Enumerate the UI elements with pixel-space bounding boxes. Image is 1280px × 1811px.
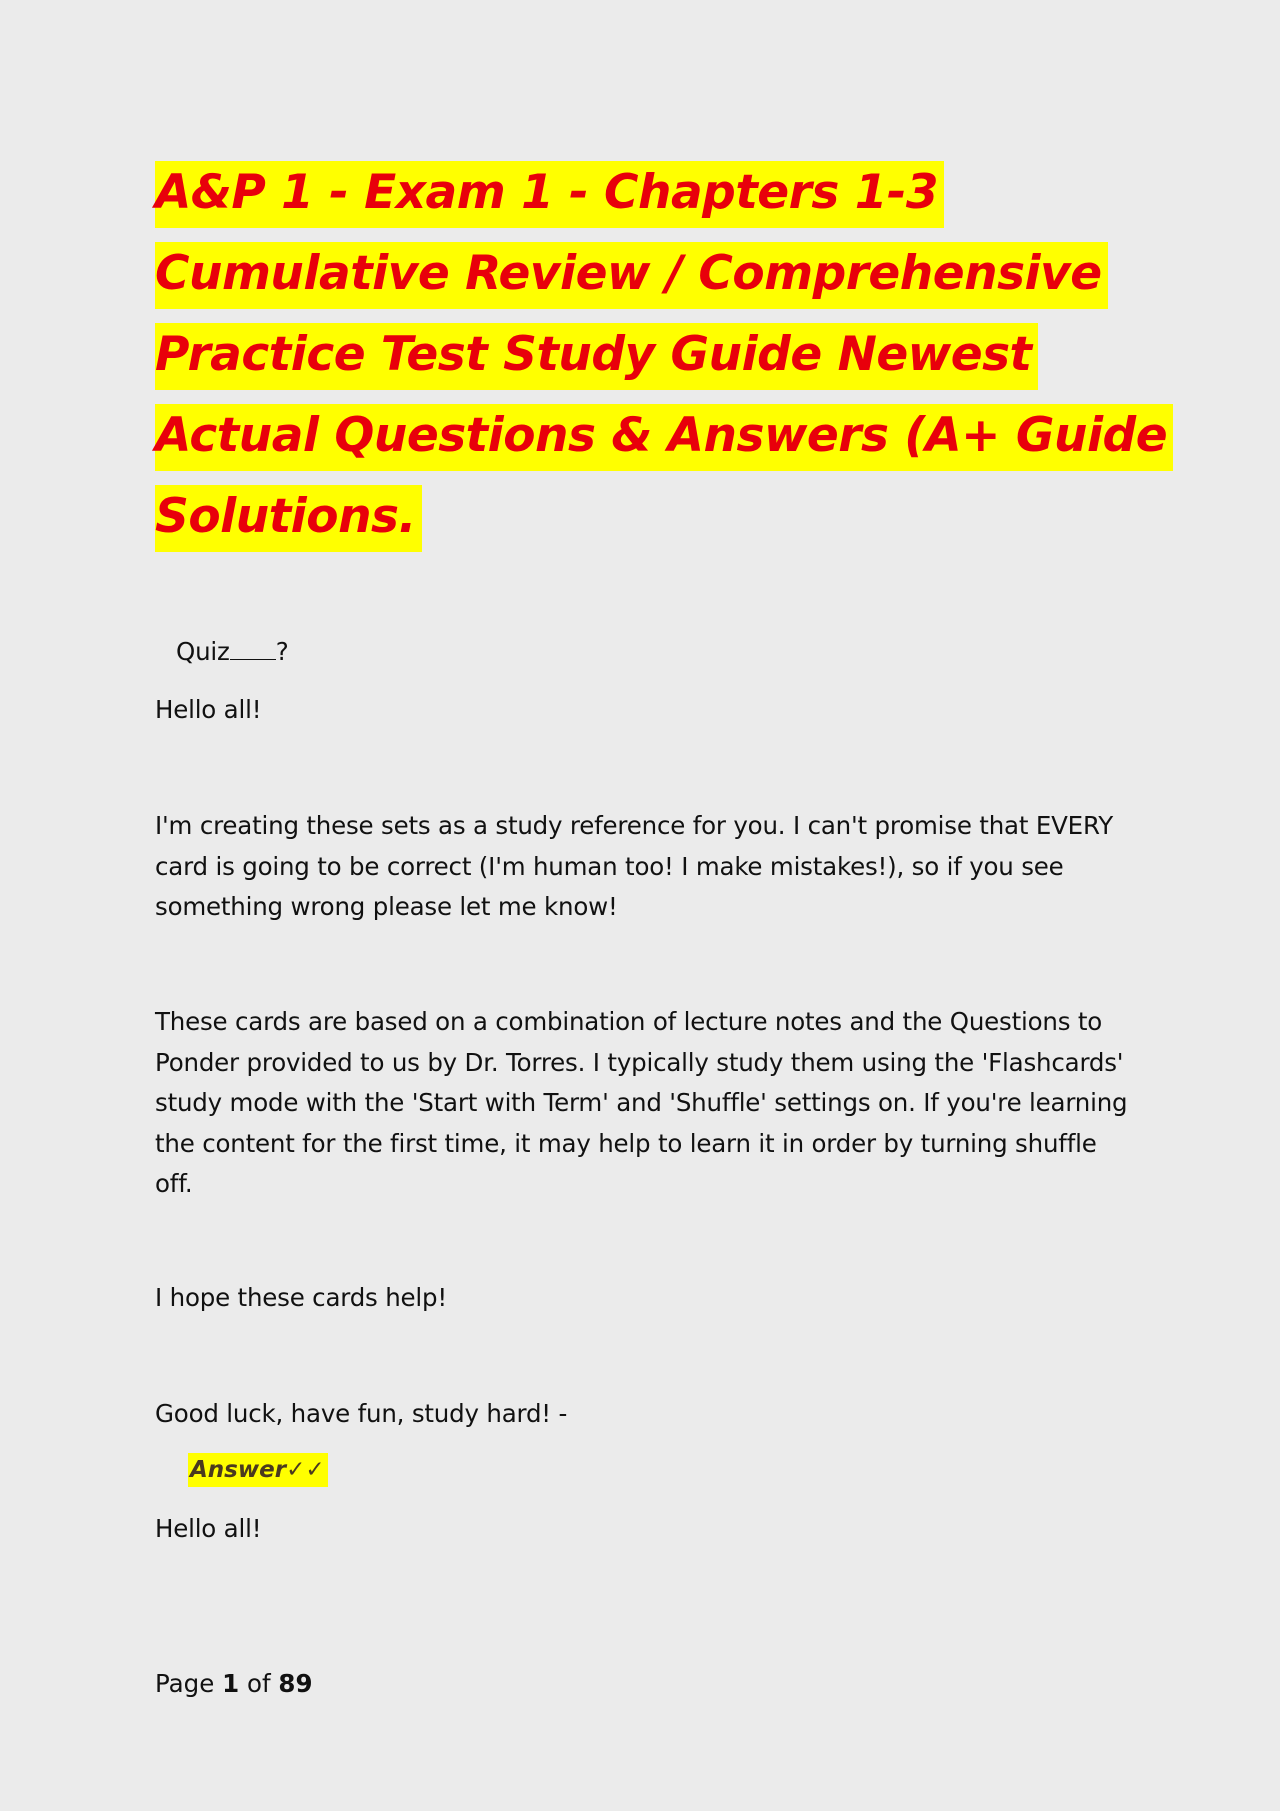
- title-line: [155, 314, 1135, 395]
- page-number-footer: [155, 1664, 313, 1704]
- quiz-question: [176, 632, 1156, 673]
- paragraph-line: card is going to be correct (I'm human too! I make mistakes!), so if you see: [155, 851, 1064, 881]
- goodluck-text: Good luck, have fun, study hard! -: [155, 1399, 568, 1428]
- study-mode-paragraph: [155, 1002, 1135, 1205]
- paragraph-line: Ponder provided to us by Dr. Torres. I typically study them using the 'Flashcards': [155, 1047, 1124, 1077]
- title-line-text: Solutions.: [155, 485, 422, 552]
- paragraph-line: off.: [155, 1169, 193, 1198]
- paragraph-line: something wrong please let me know!: [155, 892, 618, 921]
- title-line: [155, 476, 1135, 557]
- title-line: [155, 233, 1135, 314]
- quiz-blank: [230, 637, 276, 660]
- footer-of: of: [246, 1669, 271, 1698]
- document-page: [155, 0, 1168, 1811]
- greeting: Hello all!: [155, 695, 262, 724]
- answer-badge: [188, 1453, 328, 1487]
- footer-prefix: Page: [155, 1669, 215, 1698]
- paragraph-line: These cards are based on a combination of lecture notes and the Questions to: [155, 1007, 1103, 1036]
- title-line-text: Actual Questions & Answers (A+ Guide: [155, 404, 1173, 471]
- intro-paragraph: [155, 806, 1135, 928]
- title-line-text: A&P 1 - Exam 1 - Chapters 1-3: [155, 161, 944, 228]
- title-line: [155, 152, 1135, 233]
- total-pages: 89: [278, 1669, 313, 1698]
- title-line-text: Cumulative Review / Comprehensive: [155, 242, 1108, 309]
- paragraph-line: study mode with the 'Start with Term' and 'Shuffle' settings on. If you're learning: [155, 1088, 1128, 1117]
- title-line: [155, 395, 1168, 476]
- answer-label: Answer: [190, 1457, 287, 1483]
- hope-text: I hope these cards help!: [155, 1283, 447, 1312]
- quiz-label: Quiz: [176, 637, 230, 666]
- quiz-suffix: ?: [275, 637, 289, 666]
- checkmark-icon: ✓✓: [286, 1457, 325, 1483]
- paragraph-line: the content for the first time, it may help to learn it in order by turning shuffle: [155, 1128, 1097, 1158]
- current-page: 1: [222, 1669, 240, 1698]
- answer-text: Hello all!: [155, 1514, 262, 1543]
- paragraph-line: I'm creating these sets as a study reference for you. I can't promise that EVERY: [155, 811, 1113, 840]
- title-line-text: Practice Test Study Guide Newest: [155, 323, 1038, 390]
- document-title: [155, 152, 1168, 557]
